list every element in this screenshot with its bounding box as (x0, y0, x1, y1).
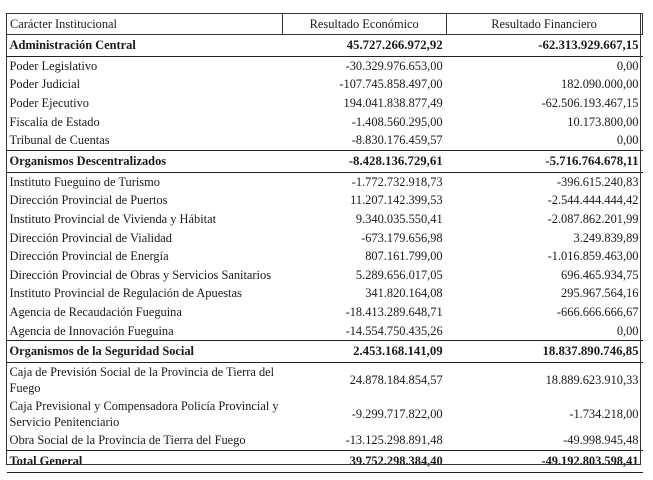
row-financiero: -62.506.193.467,15 (541, 95, 639, 110)
row-financiero: 295.967.564,16 (561, 286, 639, 301)
table-header (7, 14, 643, 35)
group-financiero: -5.716.764.678,11 (447, 150, 643, 172)
table-row (7, 57, 643, 76)
row-financiero: -49.998.945,48 (563, 433, 639, 448)
row-financiero: -1.734.218,00 (569, 406, 639, 421)
row-name: Dirección Provincial de Energía (9, 249, 169, 264)
table-row (7, 363, 643, 398)
group-financiero: -62.313.929.667,15 (447, 35, 643, 57)
row-economico: -8.830.176.459,57 (351, 133, 443, 148)
table-row (7, 285, 643, 304)
row-name: Poder Ejecutivo (9, 95, 89, 110)
table-row (7, 94, 643, 113)
row-economico: -14.554.750.435,26 (345, 323, 443, 338)
row-financiero: -2.544.444.444,42 (547, 193, 639, 208)
row-name: Poder Judicial (9, 77, 81, 92)
table-row (7, 322, 643, 341)
group-name: Organismos de la Seguridad Social (7, 341, 283, 363)
row-name: Poder Legislativo (9, 58, 98, 73)
group-name: Administración Central (7, 35, 283, 57)
results-table (6, 13, 643, 473)
table-row (7, 113, 643, 132)
group-row-seguridad-social (7, 341, 643, 363)
row-economico: -1.772.732.918,73 (351, 174, 443, 189)
group-name: Organismos Descentralizados (7, 150, 283, 172)
row-name: Agencia de Recaudación Fueguina (9, 304, 182, 319)
row-economico: 24.878.184.854,57 (349, 372, 443, 387)
row-financiero: 182.090.000,00 (561, 77, 639, 92)
row-name: Dirección Provincial de Obras y Servicios Sanitarios (9, 267, 272, 282)
row-economico: -1.408.560.295,00 (351, 114, 443, 129)
row-financiero: -396.615.240,83 (556, 174, 639, 189)
total-row (7, 450, 643, 472)
row-economico: 194.041.838.877,49 (343, 95, 443, 110)
row-financiero: 0,00 (616, 58, 639, 73)
header-resultado-economico: Resultado Económico (283, 14, 447, 35)
row-economico: -18.413.289.648,71 (345, 304, 443, 319)
row-economico: 807.161.799,00 (365, 249, 443, 264)
row-financiero: 10.173.800,00 (567, 114, 639, 129)
table-row (7, 431, 643, 450)
row-financiero: -666.666.666,67 (556, 304, 639, 319)
row-financiero: 3.249.839,89 (573, 230, 639, 245)
table-row (7, 266, 643, 285)
group-economico: 45.727.266.972,92 (283, 35, 447, 57)
table-row (7, 303, 643, 322)
row-name: Instituto Fueguino de Turismo (9, 174, 160, 189)
header-resultado-financiero: Resultado Financiero (447, 14, 643, 35)
row-name: Instituto Provincial de Regulación de Apuestas (9, 286, 242, 301)
row-name: Dirección Provincial de Vialidad (9, 230, 172, 245)
header-caracter-institucional: Carácter Institucional (7, 14, 283, 35)
row-name: Caja de Previsión Social de la Provincia de Tierra del Fuego (9, 365, 275, 396)
row-name: Instituto Provincial de Vivienda y Hábitat (9, 211, 217, 226)
table-row (7, 229, 643, 248)
row-economico: -30.329.976.653,00 (345, 58, 443, 73)
row-financiero: -1.016.859.463,00 (547, 249, 639, 264)
table-row (7, 131, 643, 150)
row-economico: -13.125.298.891,48 (345, 433, 443, 448)
row-economico: 11.207.142.399,53 (350, 193, 443, 208)
row-economico: 9.340.035.550,41 (355, 211, 443, 226)
row-economico: 5.289.656.017,05 (355, 267, 443, 282)
row-name: Caja Previsional y Compensadora Policía Provincial y Servicio Penitenciario (9, 399, 279, 430)
group-row-organismos-descentralizados (7, 150, 643, 172)
row-name: Fiscalía de Estado (9, 114, 100, 129)
row-name: Agencia de Innovación Fueguina (9, 323, 174, 338)
row-financiero: 0,00 (616, 133, 639, 148)
row-financiero: -2.087.862.201,99 (547, 211, 639, 226)
table-row (7, 76, 643, 95)
row-financiero: 696.465.934,75 (561, 267, 639, 282)
row-name: Dirección Provincial de Puertos (9, 193, 168, 208)
table-row (7, 397, 643, 431)
row-name: Obra Social de la Provincia de Tierra del Fuego (9, 433, 246, 448)
group-economico: 2.453.168.141,09 (283, 341, 447, 363)
total-name: Total General (7, 450, 283, 472)
table-row (7, 247, 643, 266)
row-economico: -107.745.858.497,00 (339, 77, 443, 92)
total-economico: 39.752.298.384,40 (283, 450, 447, 472)
row-financiero: 0,00 (616, 323, 639, 338)
group-financiero: 18.837.890.746,85 (447, 341, 643, 363)
row-name: Tribunal de Cuentas (9, 133, 110, 148)
table-row (7, 210, 643, 229)
row-financiero: 18.889.623.910,33 (545, 372, 639, 387)
group-economico: -8.428.136.729,61 (283, 150, 447, 172)
total-financiero: -49.192.803.598,41 (447, 450, 643, 472)
row-economico: -673.179.656,98 (361, 230, 443, 245)
group-row-administracion-central (7, 35, 643, 57)
row-economico: -9.299.717.822,00 (351, 406, 443, 421)
table-row (7, 192, 643, 211)
row-economico: 341.820.164,08 (365, 286, 443, 301)
table-row (7, 172, 643, 191)
